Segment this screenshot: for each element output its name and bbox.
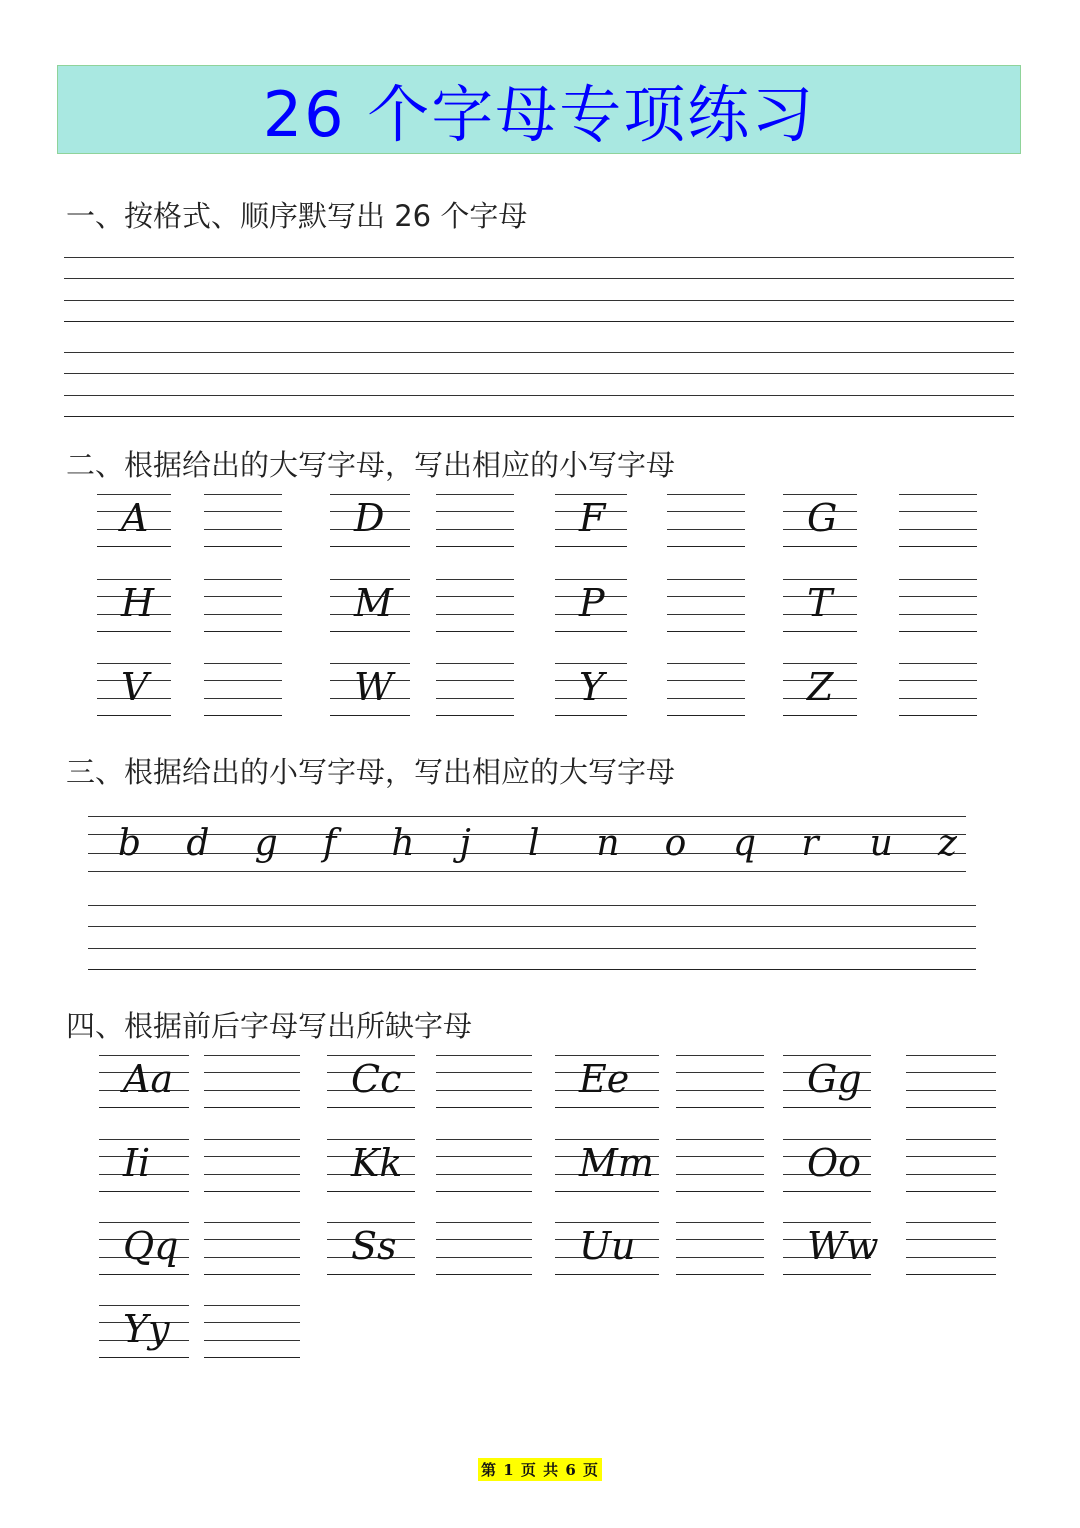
answer-staff xyxy=(88,905,976,957)
lowercase-row xyxy=(88,816,966,872)
answer-cell xyxy=(906,1055,996,1107)
given-letter: Ss xyxy=(351,1224,397,1268)
given-letter: F xyxy=(579,496,606,540)
given-letter: M xyxy=(354,581,393,625)
given-letter: P xyxy=(579,581,605,625)
section-2-heading: 二、根据给出的大写字母，写出相应的小写字母 xyxy=(66,448,676,482)
answer-cell xyxy=(436,1055,532,1107)
answer-cell xyxy=(204,494,282,546)
pair-cell xyxy=(555,1055,659,1107)
title-banner xyxy=(57,65,1021,154)
answer-cell xyxy=(899,494,977,546)
pair-cell xyxy=(99,1055,189,1107)
given-letter: Yy xyxy=(123,1307,170,1351)
pair-cell xyxy=(99,1222,189,1274)
given-letter: Mm xyxy=(579,1141,654,1185)
letter-cell xyxy=(330,579,410,631)
given-letter: D xyxy=(354,496,385,540)
letter-cell xyxy=(97,663,171,715)
given-letter: Ee xyxy=(579,1057,630,1101)
answer-cell xyxy=(204,663,282,715)
given-lowercase-letter: u xyxy=(869,823,893,864)
given-letter: H xyxy=(121,581,155,625)
answer-cell xyxy=(204,1055,300,1107)
section-4-heading: 四、根据前后字母写出所缺字母 xyxy=(66,1009,473,1043)
given-letter: Kk xyxy=(351,1141,403,1185)
given-letter: G xyxy=(807,496,838,540)
given-lowercase-letter: o xyxy=(664,823,687,864)
answer-cell xyxy=(667,494,745,546)
letter-cell xyxy=(97,494,171,546)
given-letter: T xyxy=(807,581,833,625)
given-letter: Ww xyxy=(807,1224,879,1268)
letter-cell xyxy=(783,579,857,631)
given-lowercase-letter: f xyxy=(323,823,337,864)
answer-cell xyxy=(676,1055,764,1107)
page-number: 第 1 页 共 6 页 xyxy=(478,1458,602,1481)
pair-cell xyxy=(783,1055,871,1107)
given-letter: Gg xyxy=(807,1057,862,1101)
given-lowercase-letter: g xyxy=(254,823,278,864)
answer-cell xyxy=(204,1222,300,1274)
pair-cell xyxy=(555,1139,659,1191)
answer-cell xyxy=(436,663,514,715)
letter-cell xyxy=(783,494,857,546)
given-lowercase-letter: q xyxy=(733,823,757,864)
answer-cell xyxy=(906,1222,996,1274)
given-letter: Y xyxy=(579,665,605,709)
given-lowercase-letter: d xyxy=(186,823,210,864)
answer-cell xyxy=(436,1222,532,1274)
answer-cell xyxy=(899,663,977,715)
answer-cell xyxy=(436,1139,532,1191)
letter-cell xyxy=(555,579,627,631)
answer-cell xyxy=(204,1139,300,1191)
pair-cell xyxy=(555,1222,659,1274)
given-lowercase-letter: n xyxy=(596,823,620,864)
letter-cell xyxy=(330,663,410,715)
given-letter: Cc xyxy=(351,1057,402,1101)
answer-cell xyxy=(204,579,282,631)
letter-cell xyxy=(555,494,627,546)
pair-cell xyxy=(327,1055,415,1107)
letter-cell xyxy=(555,663,627,715)
answer-cell xyxy=(899,579,977,631)
pair-cell xyxy=(99,1305,189,1357)
given-lowercase-letter: j xyxy=(459,823,471,864)
given-lowercase-letter: r xyxy=(801,823,819,864)
letter-cell xyxy=(97,579,171,631)
letter-cell xyxy=(783,663,857,715)
given-letter: Aa xyxy=(123,1057,174,1101)
answer-cell xyxy=(436,494,514,546)
given-lowercase-letter: h xyxy=(391,823,415,864)
answer-cell xyxy=(906,1139,996,1191)
answer-cell xyxy=(676,1139,764,1191)
given-lowercase-letter: b xyxy=(118,823,142,864)
writing-staff xyxy=(64,352,1014,404)
given-letter: V xyxy=(121,665,149,709)
answer-cell xyxy=(667,663,745,715)
pair-cell xyxy=(99,1139,189,1191)
given-letter: Ii xyxy=(123,1141,151,1185)
answer-cell xyxy=(676,1222,764,1274)
given-letter: Qq xyxy=(123,1224,179,1268)
answer-cell xyxy=(436,579,514,631)
section-3-heading: 三、根据给出的小写字母，写出相应的大写字母 xyxy=(66,755,676,789)
given-letter: Uu xyxy=(579,1224,636,1268)
given-lowercase-letter: z xyxy=(938,823,957,864)
pair-cell xyxy=(783,1139,871,1191)
writing-staff xyxy=(64,257,1014,309)
given-letter: Z xyxy=(807,665,834,709)
pair-cell xyxy=(783,1222,879,1274)
page-footer xyxy=(0,1458,1080,1481)
given-lowercase-letter: l xyxy=(528,823,540,864)
answer-cell xyxy=(204,1305,300,1357)
answer-cell xyxy=(667,579,745,631)
given-letter: W xyxy=(354,665,394,709)
letter-cell xyxy=(330,494,410,546)
given-letter: A xyxy=(121,496,149,540)
given-letter: Oo xyxy=(807,1141,862,1185)
page-title: 26 个字母专项练习 xyxy=(262,78,816,151)
pair-cell xyxy=(327,1222,415,1274)
pair-cell xyxy=(327,1139,415,1191)
section-1-heading: 一、按格式、顺序默写出 26 个字母 xyxy=(66,199,528,233)
